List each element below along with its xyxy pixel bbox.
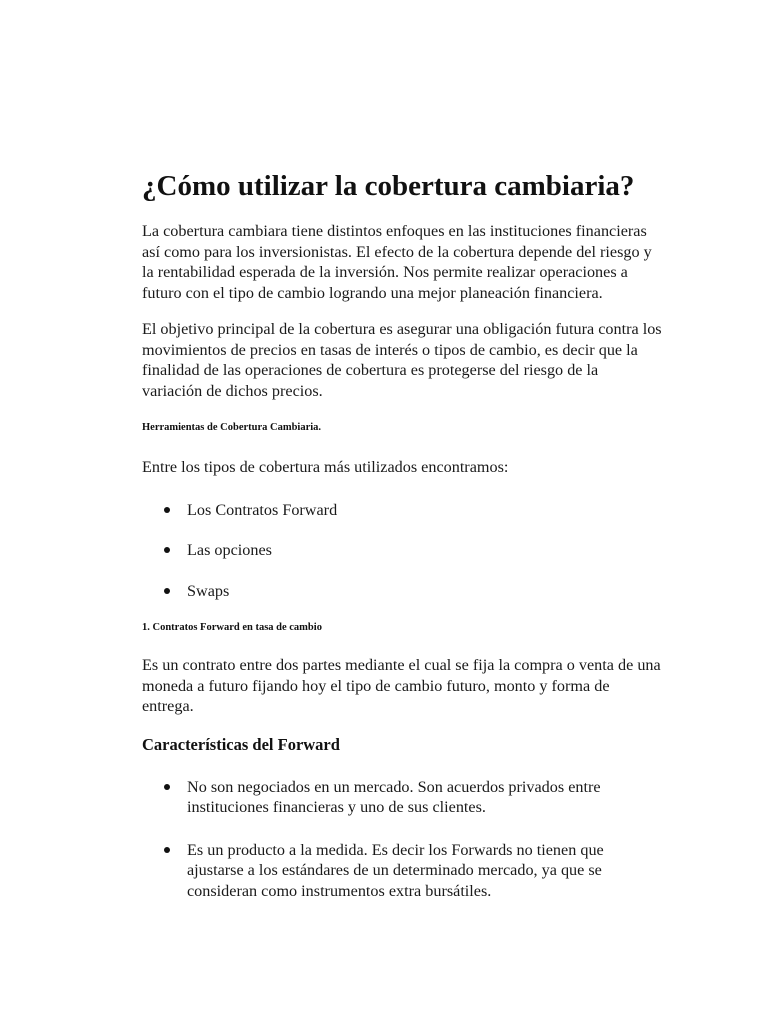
bullet-icon (164, 547, 170, 553)
list-item-label: Las opciones (187, 541, 272, 559)
forward-section-heading: 1. Contratos Forward en tasa de cambio (142, 622, 322, 633)
list-item (142, 840, 662, 902)
bullet-icon (164, 507, 170, 513)
list-item (142, 777, 662, 818)
bullet-icon (164, 847, 170, 853)
list-item-label: Es un producto a la medida. Es decir los Forwards no tienen que ajustarse a los estándares de un determinado mercado, ya que se consideran como instrumentos extra bursátiles. (187, 840, 604, 900)
list-item-label: No son negociados en un mercado. Son acuerdos privados entre instituciones financieras y uno de sus clientes. (187, 777, 601, 816)
bullet-icon (164, 588, 170, 594)
features-list (142, 777, 662, 902)
document-content (142, 168, 662, 923)
objective-paragraph: El objetivo principal de la cobertura es asegurar una obligación futura contra los movimientos de precios en tasas de interés o tipos de cambio, es decir que la finalidad de las operaciones de cobertura es protegerse del riesgo de la variación de dichos precios. (142, 320, 662, 400)
list-item-label: Swaps (187, 581, 230, 600)
list-item (142, 581, 662, 602)
forward-definition-paragraph: Es un contrato entre dos partes mediante el cual se fija la compra o venta de una moneda a futuro fijando hoy el tipo de cambio futuro, monto y forma de entrega. (142, 656, 661, 715)
forward-features-heading: Características del Forward (142, 734, 340, 754)
tools-heading: Herramientas de Cobertura Cambiaria. (142, 422, 322, 433)
tools-intro-paragraph: Entre los tipos de cobertura más utilizados encontramos: (142, 458, 509, 476)
list-item (142, 540, 662, 561)
bullet-icon (164, 784, 170, 790)
list-item (142, 500, 662, 521)
page-title: ¿Cómo utilizar la cobertura cambiaria? (142, 170, 635, 202)
list-item-label: Los Contratos Forward (187, 500, 338, 519)
tools-list (142, 500, 662, 602)
intro-paragraph: La cobertura cambiara tiene distintos enfoques en las instituciones financieras así como para los inversionistas. El efecto de la cobertura depende del riesgo y la rentabilidad esperada de la inversión. Nos permite realizar operaciones a futuro con el tipo de cambio logrando una mejor planeación financiera. (142, 222, 652, 302)
